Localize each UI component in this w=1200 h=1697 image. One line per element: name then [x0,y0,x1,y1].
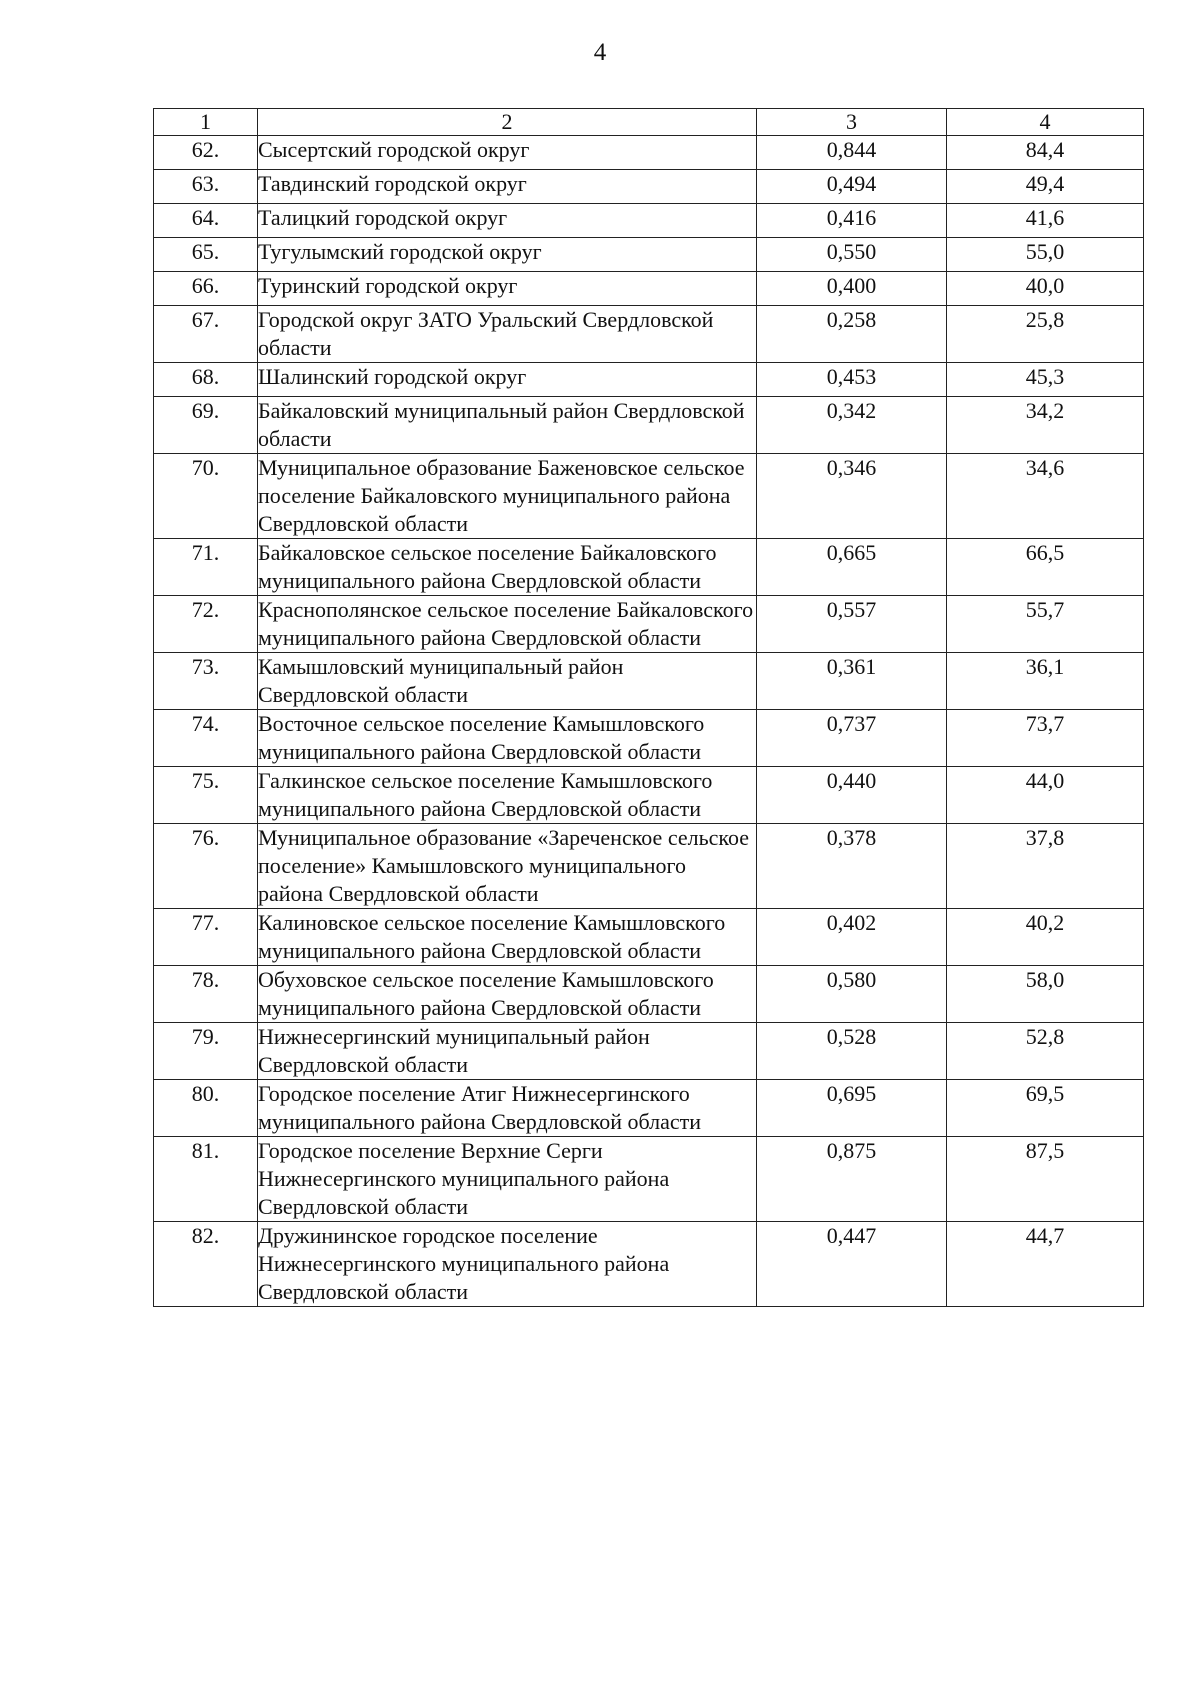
value-col3-cell: 0,844 [757,136,947,170]
row-number-cell: 76. [154,824,258,909]
table-row [154,824,1144,909]
header-col-1: 1 [154,109,258,136]
municipality-name-cell: Обуховское сельское поселение Камышловского муниципального района Свердловской области [258,966,757,1023]
table-row [154,136,1144,170]
row-number-cell: 74. [154,710,258,767]
municipality-name-cell: Городской округ ЗАТО Уральский Свердловской области [258,306,757,363]
table-row [154,966,1144,1023]
row-number-cell: 79. [154,1023,258,1080]
table-row [154,363,1144,397]
municipality-name-cell: Галкинское сельское поселение Камышловского муниципального района Свердловской области [258,767,757,824]
table-row [154,1137,1144,1222]
row-number-cell: 69. [154,397,258,454]
municipality-name-cell: Талицкий городской округ [258,204,757,238]
row-number-cell: 73. [154,653,258,710]
value-col4-cell: 34,6 [947,454,1144,539]
municipality-name-cell: Городское поселение Атиг Нижнесергинского муниципального района Свердловской области [258,1080,757,1137]
value-col4-cell: 36,1 [947,653,1144,710]
table-row [154,1080,1144,1137]
municipality-name-cell: Камышловский муниципальный район Свердловской области [258,653,757,710]
value-col3-cell: 0,402 [757,909,947,966]
value-col4-cell: 69,5 [947,1080,1144,1137]
municipality-name-cell: Восточное сельское поселение Камышловского муниципального района Свердловской области [258,710,757,767]
value-col3-cell: 0,342 [757,397,947,454]
row-number-cell: 75. [154,767,258,824]
value-col4-cell: 55,0 [947,238,1144,272]
value-col4-cell: 25,8 [947,306,1144,363]
municipality-name-cell: Краснополянское сельское поселение Байкаловского муниципального района Свердловской области [258,596,757,653]
value-col4-cell: 66,5 [947,539,1144,596]
row-number-cell: 71. [154,539,258,596]
value-col3-cell: 0,737 [757,710,947,767]
municipality-name-cell: Нижнесергинский муниципальный район Свердловской области [258,1023,757,1080]
row-number-cell: 63. [154,170,258,204]
value-col3-cell: 0,258 [757,306,947,363]
value-col4-cell: 58,0 [947,966,1144,1023]
municipality-name-cell: Городское поселение Верхние Серги Нижнесергинского муниципального района Свердловской области [258,1137,757,1222]
row-number-cell: 66. [154,272,258,306]
municipality-name-cell: Байкаловское сельское поселение Байкаловского муниципального района Свердловской области [258,539,757,596]
value-col4-cell: 49,4 [947,170,1144,204]
value-col4-cell: 52,8 [947,1023,1144,1080]
value-col3-cell: 0,453 [757,363,947,397]
value-col4-cell: 44,0 [947,767,1144,824]
table-row [154,397,1144,454]
table-row [154,596,1144,653]
table-row [154,170,1144,204]
value-col3-cell: 0,440 [757,767,947,824]
value-col4-cell: 40,0 [947,272,1144,306]
table-row [154,204,1144,238]
value-col4-cell: 41,6 [947,204,1144,238]
table-header-row [154,109,1144,136]
value-col3-cell: 0,361 [757,653,947,710]
table-row [154,238,1144,272]
table-row [154,306,1144,363]
row-number-cell: 64. [154,204,258,238]
row-number-cell: 78. [154,966,258,1023]
municipality-name-cell: Тавдинский городской округ [258,170,757,204]
municipality-name-cell: Шалинский городской округ [258,363,757,397]
table-row [154,1023,1144,1080]
table-row [154,767,1144,824]
data-table [153,108,1144,1307]
municipality-name-cell: Калиновское сельское поселение Камышловского муниципального района Свердловской области [258,909,757,966]
value-col3-cell: 0,447 [757,1222,947,1307]
municipality-name-cell: Туринский городской округ [258,272,757,306]
row-number-cell: 68. [154,363,258,397]
header-col-4: 4 [947,109,1144,136]
value-col4-cell: 37,8 [947,824,1144,909]
value-col3-cell: 0,494 [757,170,947,204]
row-number-cell: 80. [154,1080,258,1137]
row-number-cell: 77. [154,909,258,966]
value-col4-cell: 84,4 [947,136,1144,170]
value-col3-cell: 0,557 [757,596,947,653]
value-col3-cell: 0,665 [757,539,947,596]
header-col-2: 2 [258,109,757,136]
value-col4-cell: 73,7 [947,710,1144,767]
row-number-cell: 65. [154,238,258,272]
value-col4-cell: 34,2 [947,397,1144,454]
municipality-name-cell: Байкаловский муниципальный район Свердловской области [258,397,757,454]
municipality-name-cell: Дружининское городское поселение Нижнесергинского муниципального района Свердловской области [258,1222,757,1307]
row-number-cell: 70. [154,454,258,539]
value-col4-cell: 87,5 [947,1137,1144,1222]
value-col3-cell: 0,875 [757,1137,947,1222]
table-row [154,653,1144,710]
value-col4-cell: 44,7 [947,1222,1144,1307]
value-col3-cell: 0,550 [757,238,947,272]
value-col4-cell: 40,2 [947,909,1144,966]
value-col3-cell: 0,346 [757,454,947,539]
page-number: 4 [593,39,607,66]
municipality-name-cell: Муниципальное образование Баженовское сельское поселение Байкаловского муниципального района Свердловской области [258,454,757,539]
value-col4-cell: 45,3 [947,363,1144,397]
municipality-name-cell: Сысертский городской округ [258,136,757,170]
row-number-cell: 72. [154,596,258,653]
table-row [154,454,1144,539]
row-number-cell: 82. [154,1222,258,1307]
value-col3-cell: 0,580 [757,966,947,1023]
row-number-cell: 62. [154,136,258,170]
row-number-cell: 67. [154,306,258,363]
value-col4-cell: 55,7 [947,596,1144,653]
row-number-cell: 81. [154,1137,258,1222]
municipality-name-cell: Муниципальное образование «Зареченское сельское поселение» Камышловского муниципального района Свердловской области [258,824,757,909]
table-row [154,1222,1144,1307]
municipality-name-cell: Тугулымский городской округ [258,238,757,272]
table-row [154,909,1144,966]
table-row [154,272,1144,306]
header-col-3: 3 [757,109,947,136]
value-col3-cell: 0,695 [757,1080,947,1137]
table-row [154,539,1144,596]
table-row [154,710,1144,767]
value-col3-cell: 0,400 [757,272,947,306]
value-col3-cell: 0,416 [757,204,947,238]
value-col3-cell: 0,378 [757,824,947,909]
value-col3-cell: 0,528 [757,1023,947,1080]
